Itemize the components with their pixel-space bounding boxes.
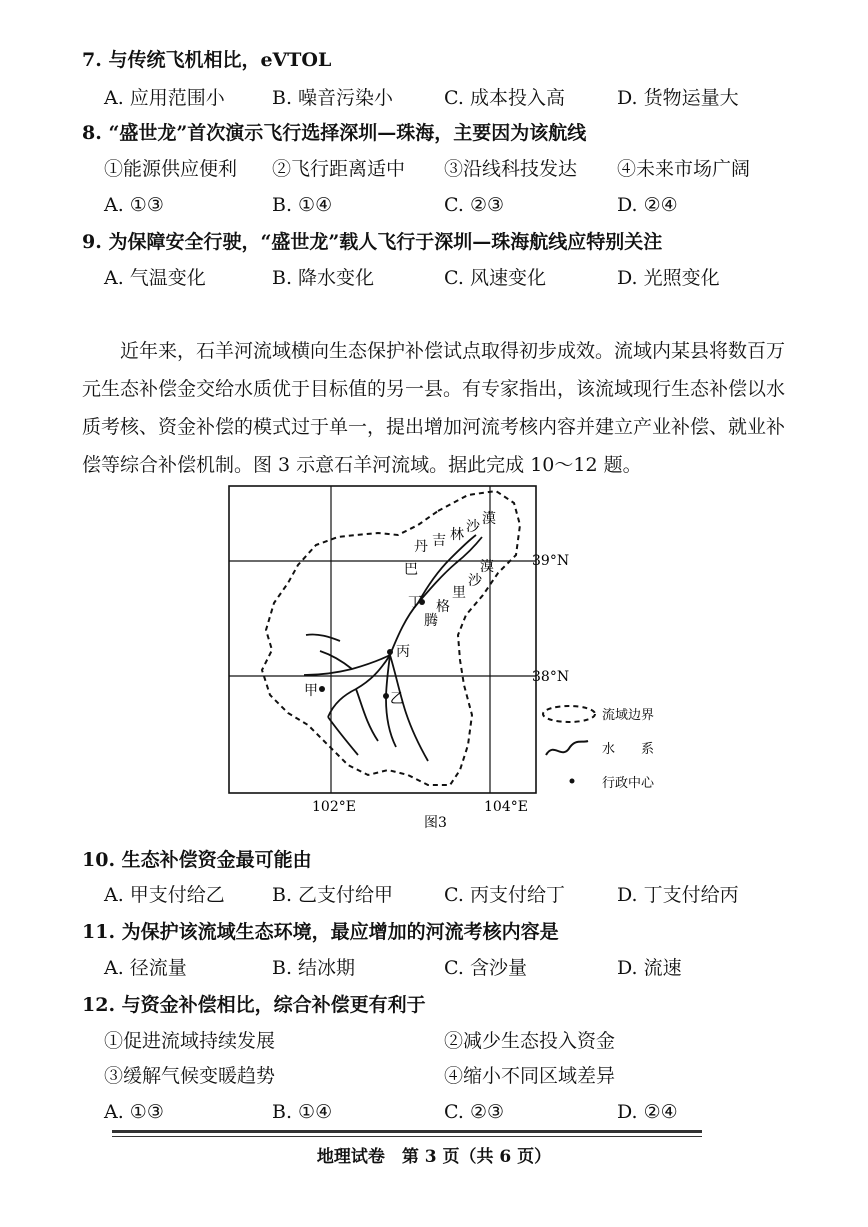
lat-39-label: 39°N <box>532 553 570 569</box>
q7-option-d[interactable]: D. 货物运量大 <box>617 87 739 109</box>
q9-option-a[interactable]: A. 气温变化 <box>104 267 206 289</box>
legend-center-symbol <box>570 779 575 784</box>
admin-center-jia <box>319 686 325 692</box>
q8-option-d[interactable]: D. ②④ <box>617 194 678 216</box>
desert-badain-5: 漠 <box>482 511 496 527</box>
label-yi: 乙 <box>390 691 404 707</box>
desert-tengger-3: 里 <box>452 585 466 601</box>
q12-option-a[interactable]: A. ①③ <box>104 1101 164 1123</box>
q8-stem: 8. “盛世龙”首次演示飞行选择深圳—珠海，主要因为该航线 <box>82 122 587 144</box>
desert-badain-4: 沙 <box>466 519 480 535</box>
q11-option-a[interactable]: A. 径流量 <box>104 957 187 979</box>
q11-stem: 11. 为保护该流域生态环境，最应增加的河流考核内容是 <box>82 921 559 943</box>
legend-river-symbol <box>546 741 588 755</box>
q12-statement-2: ②减少生态投入资金 <box>444 1030 616 1052</box>
label-bing: 丙 <box>396 644 410 660</box>
q10-option-a[interactable]: A. 甲支付给乙 <box>104 884 225 906</box>
q12-statement-4: ④缩小不同区域差异 <box>444 1065 616 1087</box>
desert-tengger-5: 漠 <box>480 559 494 575</box>
q10-option-d[interactable]: D. 丁支付给丙 <box>617 884 739 906</box>
q8-statement-1: ①能源供应便利 <box>104 158 238 180</box>
q7-stem: 7. 与传统飞机相比，eVTOL <box>82 49 332 71</box>
q7-option-c[interactable]: C. 成本投入高 <box>444 87 565 109</box>
footer-rule-thin <box>112 1136 702 1137</box>
figure-caption: 图3 <box>424 815 447 831</box>
q8-option-b[interactable]: B. ①④ <box>272 194 333 216</box>
desert-tengger-4: 沙 <box>468 573 482 589</box>
q10-option-b[interactable]: B. 乙支付给甲 <box>272 884 394 906</box>
q8-option-c[interactable]: C. ②③ <box>444 194 505 216</box>
legend-center-label: 行政中心 <box>602 776 655 791</box>
desert-tengger-2: 格 <box>436 599 450 615</box>
legend-boundary-symbol <box>543 706 595 722</box>
desert-tengger-1: 腾 <box>424 613 438 629</box>
q10-stem: 10. 生态补偿资金最可能由 <box>82 849 312 871</box>
q8-option-a[interactable]: A. ①③ <box>104 194 164 216</box>
q9-option-d[interactable]: D. 光照变化 <box>617 267 720 289</box>
reading-passage: 近年来，石羊河流域横向生态保护补偿试点取得初步成效。流域内某县将数百万元生态补偿金交给水质优于目标值的另一县。有专家指出，该流域现行生态补偿以水质考核、资金补偿的模式过于单一，提出增加河流考核内容并建立产业补偿、就业补偿等综合补偿机制。图 3 示意石羊河流域。据此完成 10～12 题。 <box>82 340 786 476</box>
q8-statement-4: ④未来市场广阔 <box>617 158 751 180</box>
q11-option-b[interactable]: B. 结冰期 <box>272 957 356 979</box>
legend-boundary-label: 流域边界 <box>602 708 655 723</box>
q12-statement-3: ③缓解气候变暖趋势 <box>104 1065 276 1087</box>
label-jia: 甲 <box>304 683 318 699</box>
lon-102-label: 102°E <box>312 799 356 815</box>
desert-badain-2: 吉 <box>432 533 446 549</box>
legend-river-label: 水 系 <box>602 742 655 757</box>
desert-badain-0: 巴 <box>404 562 418 578</box>
q9-option-b[interactable]: B. 降水变化 <box>272 267 375 289</box>
figure-3-map <box>228 485 655 833</box>
desert-badain-3: 林 <box>450 527 464 543</box>
admin-center-bing <box>387 649 393 655</box>
q12-option-d[interactable]: D. ②④ <box>617 1101 678 1123</box>
desert-badain-1: 丹 <box>414 539 428 555</box>
q12-option-c[interactable]: C. ②③ <box>444 1101 505 1123</box>
q9-stem: 9. 为保障安全行驶，“盛世龙”载人飞行于深圳—珠海航线应特别关注 <box>82 231 663 253</box>
q12-option-b[interactable]: B. ①④ <box>272 1101 333 1123</box>
q8-statement-2: ②飞行距离适中 <box>272 158 406 180</box>
lon-104-label: 104°E <box>484 799 528 815</box>
page-footer: 地理试卷 第 3 页（共 6 页） <box>316 1147 552 1167</box>
label-ding: 丁 <box>408 595 422 611</box>
q9-option-c[interactable]: C. 风速变化 <box>444 267 546 289</box>
q11-option-d[interactable]: D. 流速 <box>617 957 682 979</box>
q12-statement-1: ①促进流域持续发展 <box>104 1030 276 1052</box>
q7-option-b[interactable]: B. 噪音污染小 <box>272 87 394 109</box>
q7-option-a[interactable]: A. 应用范围小 <box>104 87 225 109</box>
footer-rule-thick <box>112 1130 702 1133</box>
lat-38-label: 38°N <box>532 669 570 685</box>
q11-option-c[interactable]: C. 含沙量 <box>444 957 527 979</box>
q8-statement-3: ③沿线科技发达 <box>444 158 578 180</box>
q10-option-c[interactable]: C. 丙支付给丁 <box>444 884 565 906</box>
basin-boundary <box>262 491 520 785</box>
q12-stem: 12. 与资金补偿相比，综合补偿更有利于 <box>82 994 426 1016</box>
admin-center-yi <box>383 693 389 699</box>
